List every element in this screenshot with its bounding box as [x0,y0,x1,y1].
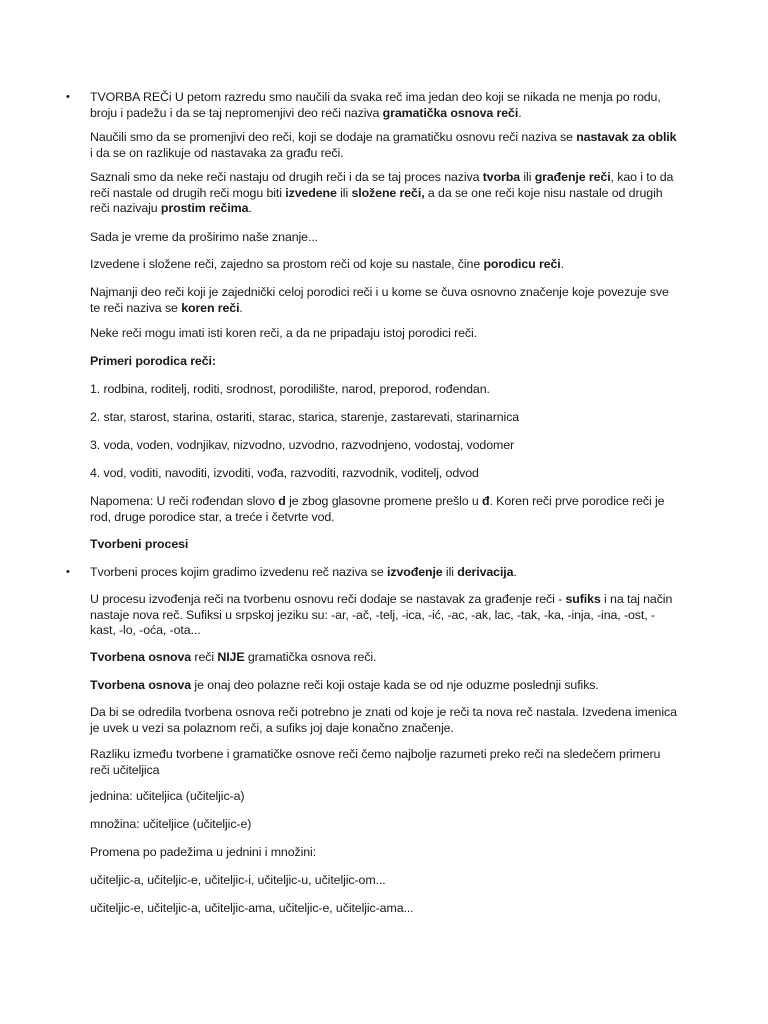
bold-term: NIJE [217,650,245,664]
bold-term: Primeri porodica reči: [90,354,216,368]
paragraph-promena [90,845,680,861]
paragraph-napomena [90,494,680,525]
text-run: 2. star, starost, starina, ostariti, starac, starica, starenje, zastarevati, starinarnica [90,410,520,424]
bold-term: Tvorbeni procesi [90,537,189,551]
text-run: Tvorbeni proces kojim gradimo izvedenu reč naziva se [90,565,388,579]
bold-term: složene reči, [351,185,425,200]
bold-term: tvorba [482,170,521,184]
text-run: ili [520,170,535,184]
text-run: Sada je vreme da proširimo naše znanje... [90,230,319,244]
text-run: je zbog glasovne promene prešlo u [285,494,483,508]
text-run: TVORBA REČi U petom razredu smo naučili da svaka reč ima jedan deo koji se nikada ne menja po rodu, broju i padežu i da se taj nepromenjivi deo reči naziva [90,90,661,120]
text-run: učiteljic-e, učiteljic-a, učiteljic-ama, učiteljic-e, učiteljic-ama... [90,901,414,915]
text-run: Naučili smo da se promenjivi deo reči, koji se dodaje na gramatičku osnovu reči naziva se [90,130,577,144]
paragraph-izvodjenje [90,565,680,581]
text-run: učiteljic-a, učiteljic-e, učiteljic-i, učiteljic-u, učiteljic-om... [90,873,386,887]
paragraph-sufiksi [90,592,680,639]
text-run: ili [442,565,458,579]
bold-term: izvedene [285,185,337,200]
text-run: Razliku između tvorbene i gramatičke osnove reči čemo najbolje razumeti preko reči na sledečem primeru reči učiteljica [90,747,661,777]
paragraph-koren [90,285,680,316]
text-run: . [513,565,517,579]
text-run: 1. rodbina, roditelj, roditi, srodnost, porodilište, narod, preporod, rođendan. [90,382,490,396]
bold-term: nastavak za oblik [576,130,677,144]
bold-term: porodicu reči [483,257,561,271]
declension-plural [90,901,680,917]
text-run: . [560,257,564,271]
example-item-3 [90,438,680,454]
bold-term: Tvorbena osnova [90,678,192,692]
examples-heading [90,354,680,370]
text-run: Neke reči mogu imati isti koren reči, a da ne pripadaju istoj porodici reči. [90,326,478,340]
example-item-1 [90,382,680,398]
section-heading-tvorbeni-procesi [90,537,680,553]
text-run: Promena po padežima u jednini i množini: [90,845,317,859]
example-item-2 [90,410,680,426]
paragraph-odredjivanje [90,705,680,736]
paragraph-porodica [90,257,680,273]
text-run: je onaj deo polazne reči koji ostaje kada se od nje oduzme poslednji sufiks. [191,678,599,692]
text-run: 4. vod, voditi, navoditi, izvoditi, vođa, razvoditi, razvodnik, voditelj, odvod [90,466,479,480]
paragraph-znanje [90,230,680,246]
declension-singular [90,873,680,889]
text-run: Da bi se odredila tvorbena osnova reči potrebno je znati od koje je reči ta nova reč nastala. Izvedena imenica je uvek u vezi sa polaznom reči, a sufiks joj daje konačno značenje. [90,705,677,735]
paragraph-nastavak [90,130,680,161]
text-run: gramatička osnova reči. [244,650,377,664]
bold-term: izvođenje [387,565,443,579]
text-run: reči [191,650,218,664]
text-run: i da se on razlikuje od nastavaka za građu reči. [90,145,344,160]
bold-term: koren reči [181,300,240,315]
bold-term: prostim rečima [160,201,249,216]
text-run: jednina: učiteljica (učiteljic-a) [90,789,245,803]
bold-term: sufiks [565,592,601,606]
paragraph-nije-gramaticka [90,650,680,666]
text-run: 3. voda, voden, vodnjikav, nizvodno, uzvodno, razvodnjeno, vodostaj, vodomer [90,438,515,452]
bold-term: gramatička osnova reči [382,105,519,120]
bold-term: đ [482,494,490,508]
text-run: Najmanji deo reči koji je zajednički celoj porodici reči i u kome se čuva osnovno značenje koje povezuje sve te reči naziva se [90,285,669,315]
text-run: . [248,201,252,216]
bold-term: d [278,494,286,508]
example-mnozina [90,817,680,833]
bold-term: Tvorbena osnova [90,650,192,664]
paragraph-isti-koren [90,326,680,342]
text-run: Saznali smo da neke reči nastaju od drugih reči i da se taj proces naziva [90,170,483,184]
text-run: i na taj način nastaje nova reč. Sufiksi u srpskoj jeziku su: -ar, -ač, -telj, -ica, -ić, -ac, -ak, lac, -tak, -ka, -inja, -ina, -ost, -kast, -lo, -oća, -ota... [90,592,673,638]
text-run: , kao i to da reči nastale od drugih reči mogu biti [90,170,674,200]
bullet-marker: • [66,566,70,578]
bold-term: građenje reči [534,170,611,184]
example-item-4 [90,466,680,482]
bold-term: derivacija [457,565,514,579]
text-run: množina: učiteljice (učiteljic-e) [90,817,252,831]
text-run: Izvedene i složene reči, zajedno sa prostom reči od koje su nastale, čine [90,257,484,271]
text-run: U procesu izvođenja reči na tvorbenu osnovu reči dodaje se nastavak za građenje reči - [90,592,566,606]
bullet-marker: • [66,91,70,103]
text-run: . Koren reči prve porodice reči je rod, druge porodice star, a treće i četvrte vod. [90,494,665,524]
paragraph-tvorbena-osnova [90,678,680,694]
text-run: . [239,300,243,315]
paragraph-tvorba [90,170,680,217]
text-run: a da se one reči koje nisu nastale od drugih reči nazivaju [90,185,663,216]
intro-paragraph [90,90,680,121]
text-run: Napomena: U reči rođendan slovo [90,494,279,508]
text-run: ili [336,185,352,200]
example-jednina [90,789,680,805]
paragraph-razlika [90,747,680,778]
text-run: . [518,105,522,120]
